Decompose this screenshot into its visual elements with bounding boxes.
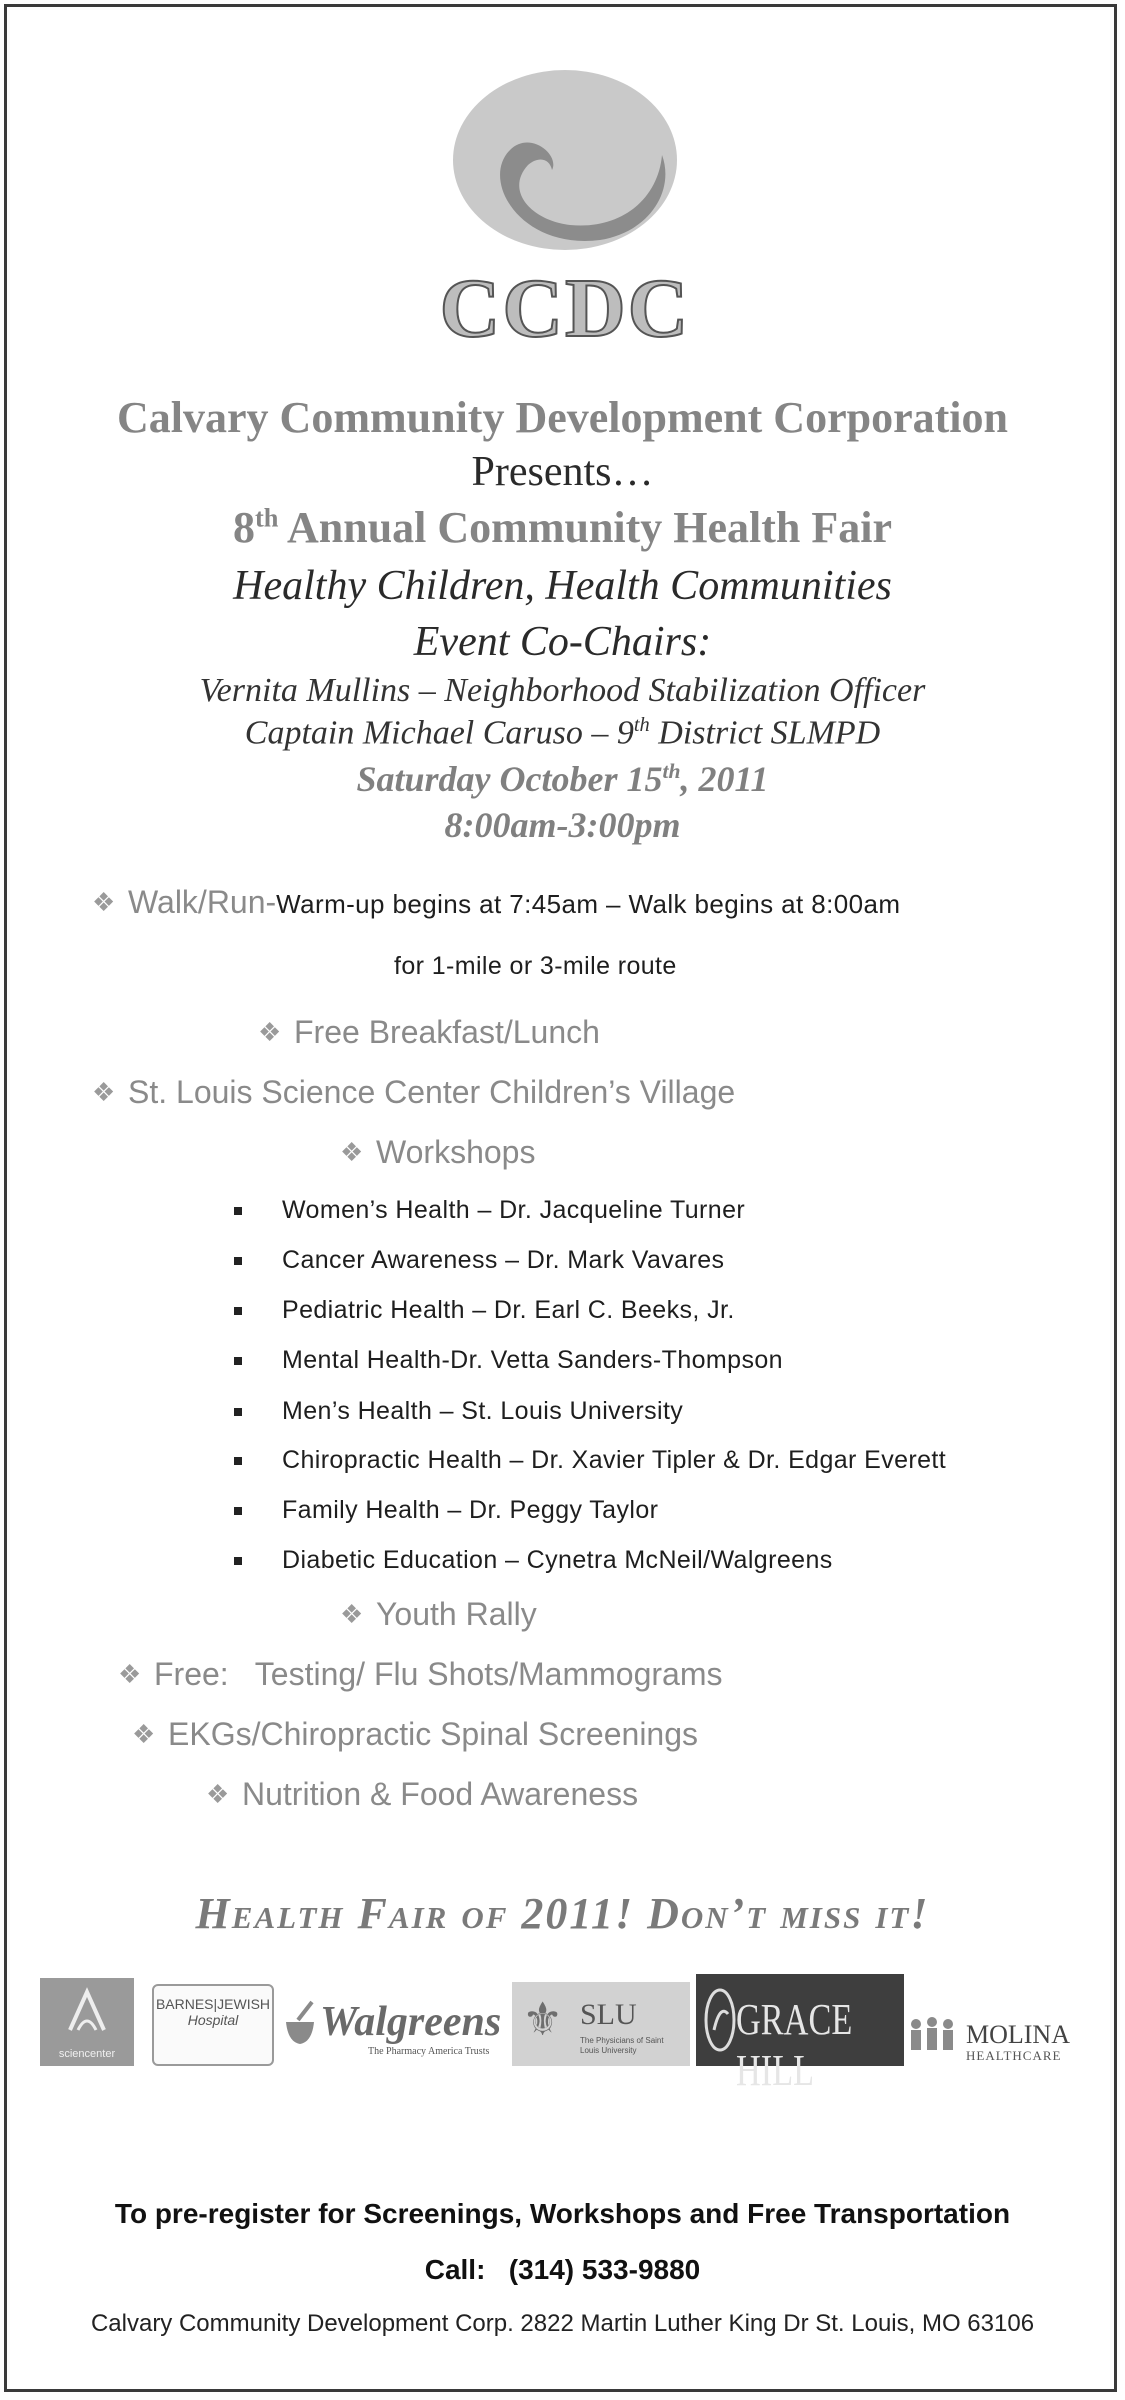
mortar-pestle-icon: [280, 1996, 320, 2056]
workshop-item: Mental Health-Dr. Vetta Sanders-Thompson: [282, 1346, 783, 1374]
science-center-arch-icon: [40, 1978, 134, 2038]
slu-text: SLU: [580, 1998, 637, 2031]
co-chair-2-a: Captain Michael Caruso – 9: [244, 714, 634, 752]
workshop-item: Chiropractic Health – Dr. Xavier Tipler & Dr. Edgar Everett: [282, 1446, 947, 1474]
square-bullet-icon: [234, 1257, 242, 1265]
co-chair-1: Vernita Mullins – Neighborhood Stabilization Officer: [199, 672, 926, 709]
molina-people-icon: [908, 2014, 970, 2054]
diamond-bullet-icon: ❖: [340, 1138, 364, 1167]
nutrition-text: Nutrition & Food Awareness: [242, 1776, 639, 1812]
molina-logo: [908, 2004, 1088, 2066]
workshop-item: Women’s Health – Dr. Jacqueline Turner: [282, 1196, 746, 1224]
square-bullet-icon: [234, 1408, 242, 1416]
event-ordinal-suffix: th: [254, 502, 279, 533]
walgreens-tagline: The Pharmacy America Trusts: [368, 2046, 490, 2057]
barnes-text: BARNES: [155, 1996, 214, 2012]
grace-hill-text: GRACE HILL: [736, 1995, 853, 2095]
event-theme: Healthy Children, Health Communities: [233, 563, 892, 609]
breakfast-text: Free Breakfast/Lunch: [294, 1014, 600, 1050]
science-center-item: [92, 1074, 735, 1111]
workshop-item: Pediatric Health – Dr. Earl C. Beeks, Jr.: [282, 1296, 735, 1324]
fleur-de-lis-icon: ⚜: [522, 1993, 564, 2045]
co-chair-2: [0, 714, 1125, 752]
workshop-item: Family Health – Dr. Peggy Taylor: [282, 1496, 659, 1524]
youth-rally-text: Youth Rally: [376, 1596, 537, 1632]
grace-hill-emblem-icon: [700, 1980, 740, 2060]
walk-run-detail: Warm-up begins at 7:45am – Walk begins at 8:00am: [276, 889, 901, 919]
square-bullet-icon: [234, 1507, 242, 1515]
science-center-text: St. Louis Science Center Children’s Village: [128, 1074, 736, 1110]
slu-logo: [512, 1982, 690, 2066]
free-testing-text: Free: Testing/ Flu Shots/Mammograms: [154, 1656, 723, 1692]
ekgs-text: EKGs/Chiropractic Spinal Screenings: [168, 1716, 699, 1752]
co-chairs-label: Event Co-Chairs:: [413, 619, 712, 665]
ccdc-logo: [400, 60, 730, 360]
ekgs-item: [132, 1716, 698, 1753]
walk-run-route: for 1-mile or 3-mile route: [394, 952, 677, 980]
free-testing-item: [118, 1656, 722, 1693]
co-chair-2-b: District SLMPD: [649, 714, 881, 752]
call-line: [0, 2254, 1125, 2286]
address-text: Calvary Community Development Corp. 2822 Martin Luther King Dr St. Louis, MO 63106: [90, 2310, 1035, 2337]
workshops-title: Workshops: [376, 1134, 536, 1170]
co-chair-2-sup: th: [633, 714, 650, 736]
ccdc-logo-text: CCDC: [439, 262, 691, 355]
walgreens-text: Walgreens: [320, 1999, 502, 2045]
grace-hill-logo: [696, 1974, 904, 2095]
hospital-text: Hospital: [187, 2012, 239, 2028]
event-date-sup: th: [662, 759, 681, 783]
square-bullet-icon: [234, 1557, 242, 1565]
event-date-a: Saturday October 15: [356, 759, 663, 799]
diamond-bullet-icon: ❖: [92, 1078, 116, 1107]
walk-run-item: [92, 884, 900, 921]
diamond-bullet-icon: ❖: [206, 1780, 230, 1809]
walgreens-logo: [278, 1988, 508, 2066]
walk-run-title: Walk/Run-: [128, 884, 277, 920]
square-bullet-icon: [234, 1307, 242, 1315]
square-bullet-icon: [234, 1457, 242, 1465]
molina-text: MOLINA: [966, 2020, 1070, 2049]
register-text: To pre-register for Screenings, Workshops and Free Transportation: [114, 2198, 1011, 2229]
workshop-item: Cancer Awareness – Dr. Mark Vavares: [282, 1246, 725, 1274]
science-center-text: sciencenter: [58, 2048, 116, 2060]
diamond-bullet-icon: ❖: [258, 1018, 282, 1047]
workshops-item: [340, 1134, 535, 1171]
diamond-bullet-icon: ❖: [132, 1720, 156, 1749]
diamond-bullet-icon: ❖: [92, 888, 116, 917]
youth-rally-item: [340, 1596, 537, 1633]
science-center-logo: [40, 1978, 134, 2066]
diamond-bullet-icon: ❖: [118, 1660, 142, 1689]
phone-number: (314) 533-9880: [508, 2254, 701, 2285]
workshop-item: Diabetic Education – Cynetra McNeil/Walgreens: [282, 1546, 833, 1574]
square-bullet-icon: [234, 1357, 242, 1365]
tagline: Health Fair of 2011! Don’t miss it!: [195, 1889, 930, 1938]
molina-subtext: HEALTHCARE: [966, 2048, 1062, 2063]
presents: Presents…: [471, 449, 654, 495]
event-title-text: Annual Community Health Fair: [278, 503, 893, 552]
jewish-text: JEWISH: [217, 1996, 271, 2012]
workshop-item: Men’s Health – St. Louis University: [282, 1397, 684, 1425]
diamond-bullet-icon: ❖: [340, 1600, 364, 1629]
org-name: Calvary Community Development Corporation: [117, 393, 1008, 442]
breakfast-item: [258, 1014, 600, 1051]
event-ordinal: 8: [232, 503, 255, 552]
nutrition-item: [206, 1776, 638, 1813]
square-bullet-icon: [234, 1207, 242, 1215]
event-title: [0, 502, 1125, 553]
slu-subtext: The Physicians of Saint Louis University: [580, 2036, 664, 2055]
call-label: Call:: [424, 2254, 486, 2285]
barnes-jewish-logo: BARNES|JEWISH Hospital: [152, 1984, 274, 2066]
event-date: [0, 758, 1125, 800]
event-date-b: , 2011: [680, 759, 769, 799]
event-time: 8:00am-3:00pm: [444, 805, 681, 845]
